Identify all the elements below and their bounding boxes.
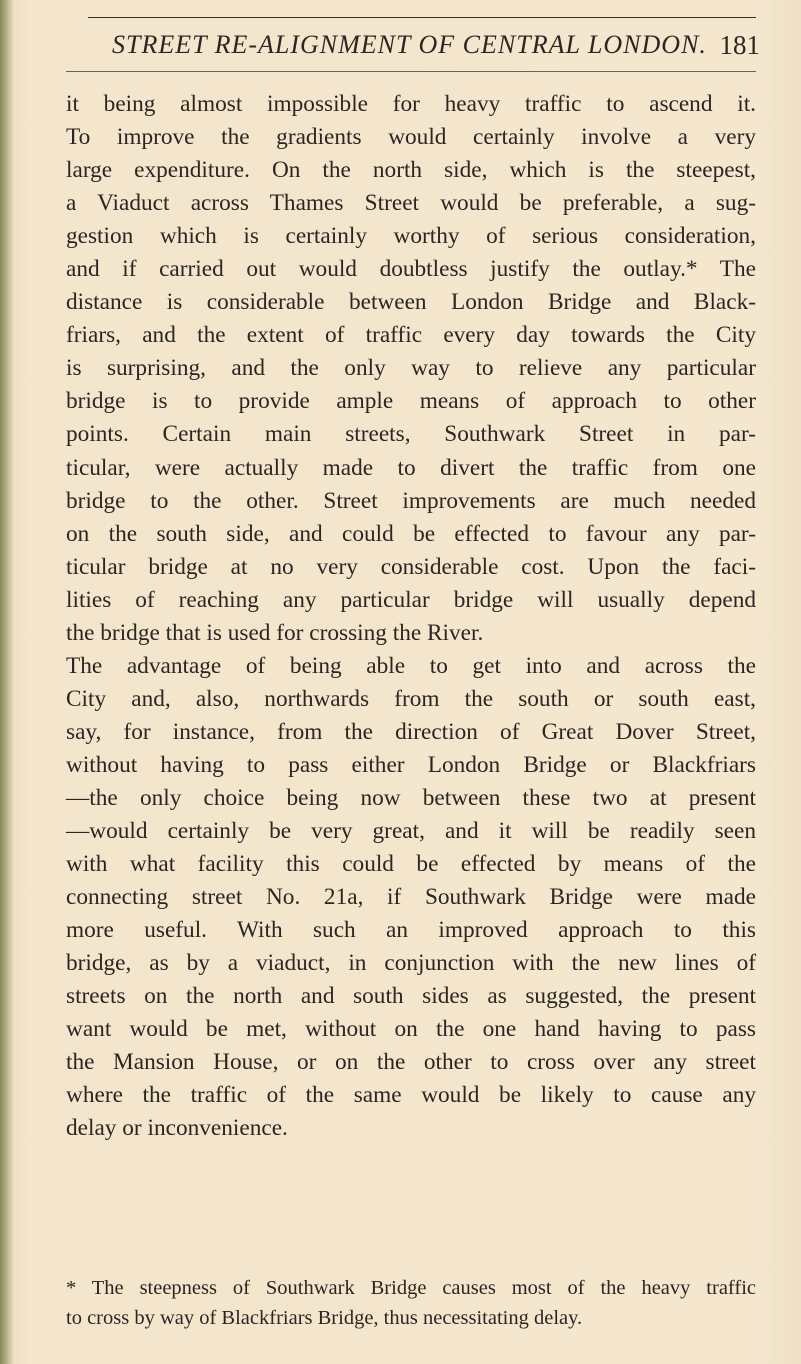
- text-line: delay or inconvenience.: [66, 1115, 288, 1142]
- text-line: —would certainly be very great, and it will be readily seen: [66, 818, 756, 845]
- page-header: [88, 30, 760, 70]
- text-line: the bridge that is used for crossing the River.: [66, 619, 484, 646]
- text-line: bridge, as by a viaduct, in conjunction with the new lines of: [66, 950, 756, 977]
- text-line: where the traffic of the same would be likely to cause any: [66, 1082, 756, 1109]
- body-text: [66, 88, 756, 1146]
- text-line: lities of reaching any particular bridge will usually depend: [66, 586, 756, 613]
- text-line: ticular, were actually made to divert the traffic from one: [66, 454, 756, 481]
- text-line: City and, also, northwards from the south or south east,: [66, 685, 756, 712]
- text-line: large expenditure. On the north side, which is the steepest,: [66, 157, 756, 184]
- text-line: with what facility this could be effected by means of the: [66, 851, 756, 878]
- text-line: gestion which is certainly worthy of serious consideration,: [66, 223, 756, 250]
- text-line: without having to pass either London Bridge or Blackfriars: [66, 751, 756, 778]
- text-line: it being almost impossible for heavy traffic to ascend it.: [66, 91, 756, 117]
- page-edge-shadow: [0, 0, 14, 1364]
- text-line: want would be met, without on the one hand having to pass: [66, 1016, 756, 1043]
- text-line: and if carried out would doubtless justify the outlay.* The: [66, 256, 756, 283]
- text-line: bridge to the other. Street improvements are much needed: [66, 487, 756, 514]
- header-rule: [66, 71, 756, 72]
- text-line: streets on the north and south sides as suggested, the present: [66, 983, 756, 1010]
- text-line: say, for instance, from the direction of Great Dover Street,: [66, 718, 756, 745]
- text-line: points. Certain main streets, Southwark Street in par-: [66, 421, 756, 448]
- text-line: friars, and the extent of traffic every day towards the City: [66, 322, 756, 349]
- footnote-line: to cross by way of Blackfriars Bridge, thus necessitating delay.: [66, 1307, 583, 1329]
- text-line: bridge is to provide ample means of approach to other: [66, 388, 756, 415]
- top-rule: [88, 17, 756, 18]
- text-line: more useful. With such an improved approach to this: [66, 917, 756, 944]
- text-line: the Mansion House, or on the other to cross over any street: [66, 1049, 756, 1076]
- text-line: on the south side, and could be effected to favour any par-: [66, 520, 756, 547]
- text-line: distance is considerable between London Bridge and Black-: [66, 289, 756, 316]
- text-line: a Viaduct across Thames Street would be preferable, a sug-: [66, 190, 756, 217]
- text-line: —the only choice being now between these two at present: [66, 784, 756, 811]
- text-line: ticular bridge at no very considerable cost. Upon the faci-: [66, 553, 756, 580]
- text-line: To improve the gradients would certainly involve a very: [66, 124, 756, 151]
- page-number: 181: [719, 30, 760, 60]
- footnote-line: * The steepness of Southwark Bridge causes most of the heavy traffic: [66, 1277, 756, 1299]
- text-line: connecting street No. 21a, if Southwark Bridge were made: [66, 884, 756, 911]
- running-title: STREET RE-ALIGNMENT OF CENTRAL LONDON.: [112, 30, 707, 59]
- footnote: [66, 1273, 756, 1333]
- text-line: The advantage of being able to get into and across the: [66, 652, 756, 679]
- text-line: is surprising, and the only way to relieve any particular: [66, 355, 756, 382]
